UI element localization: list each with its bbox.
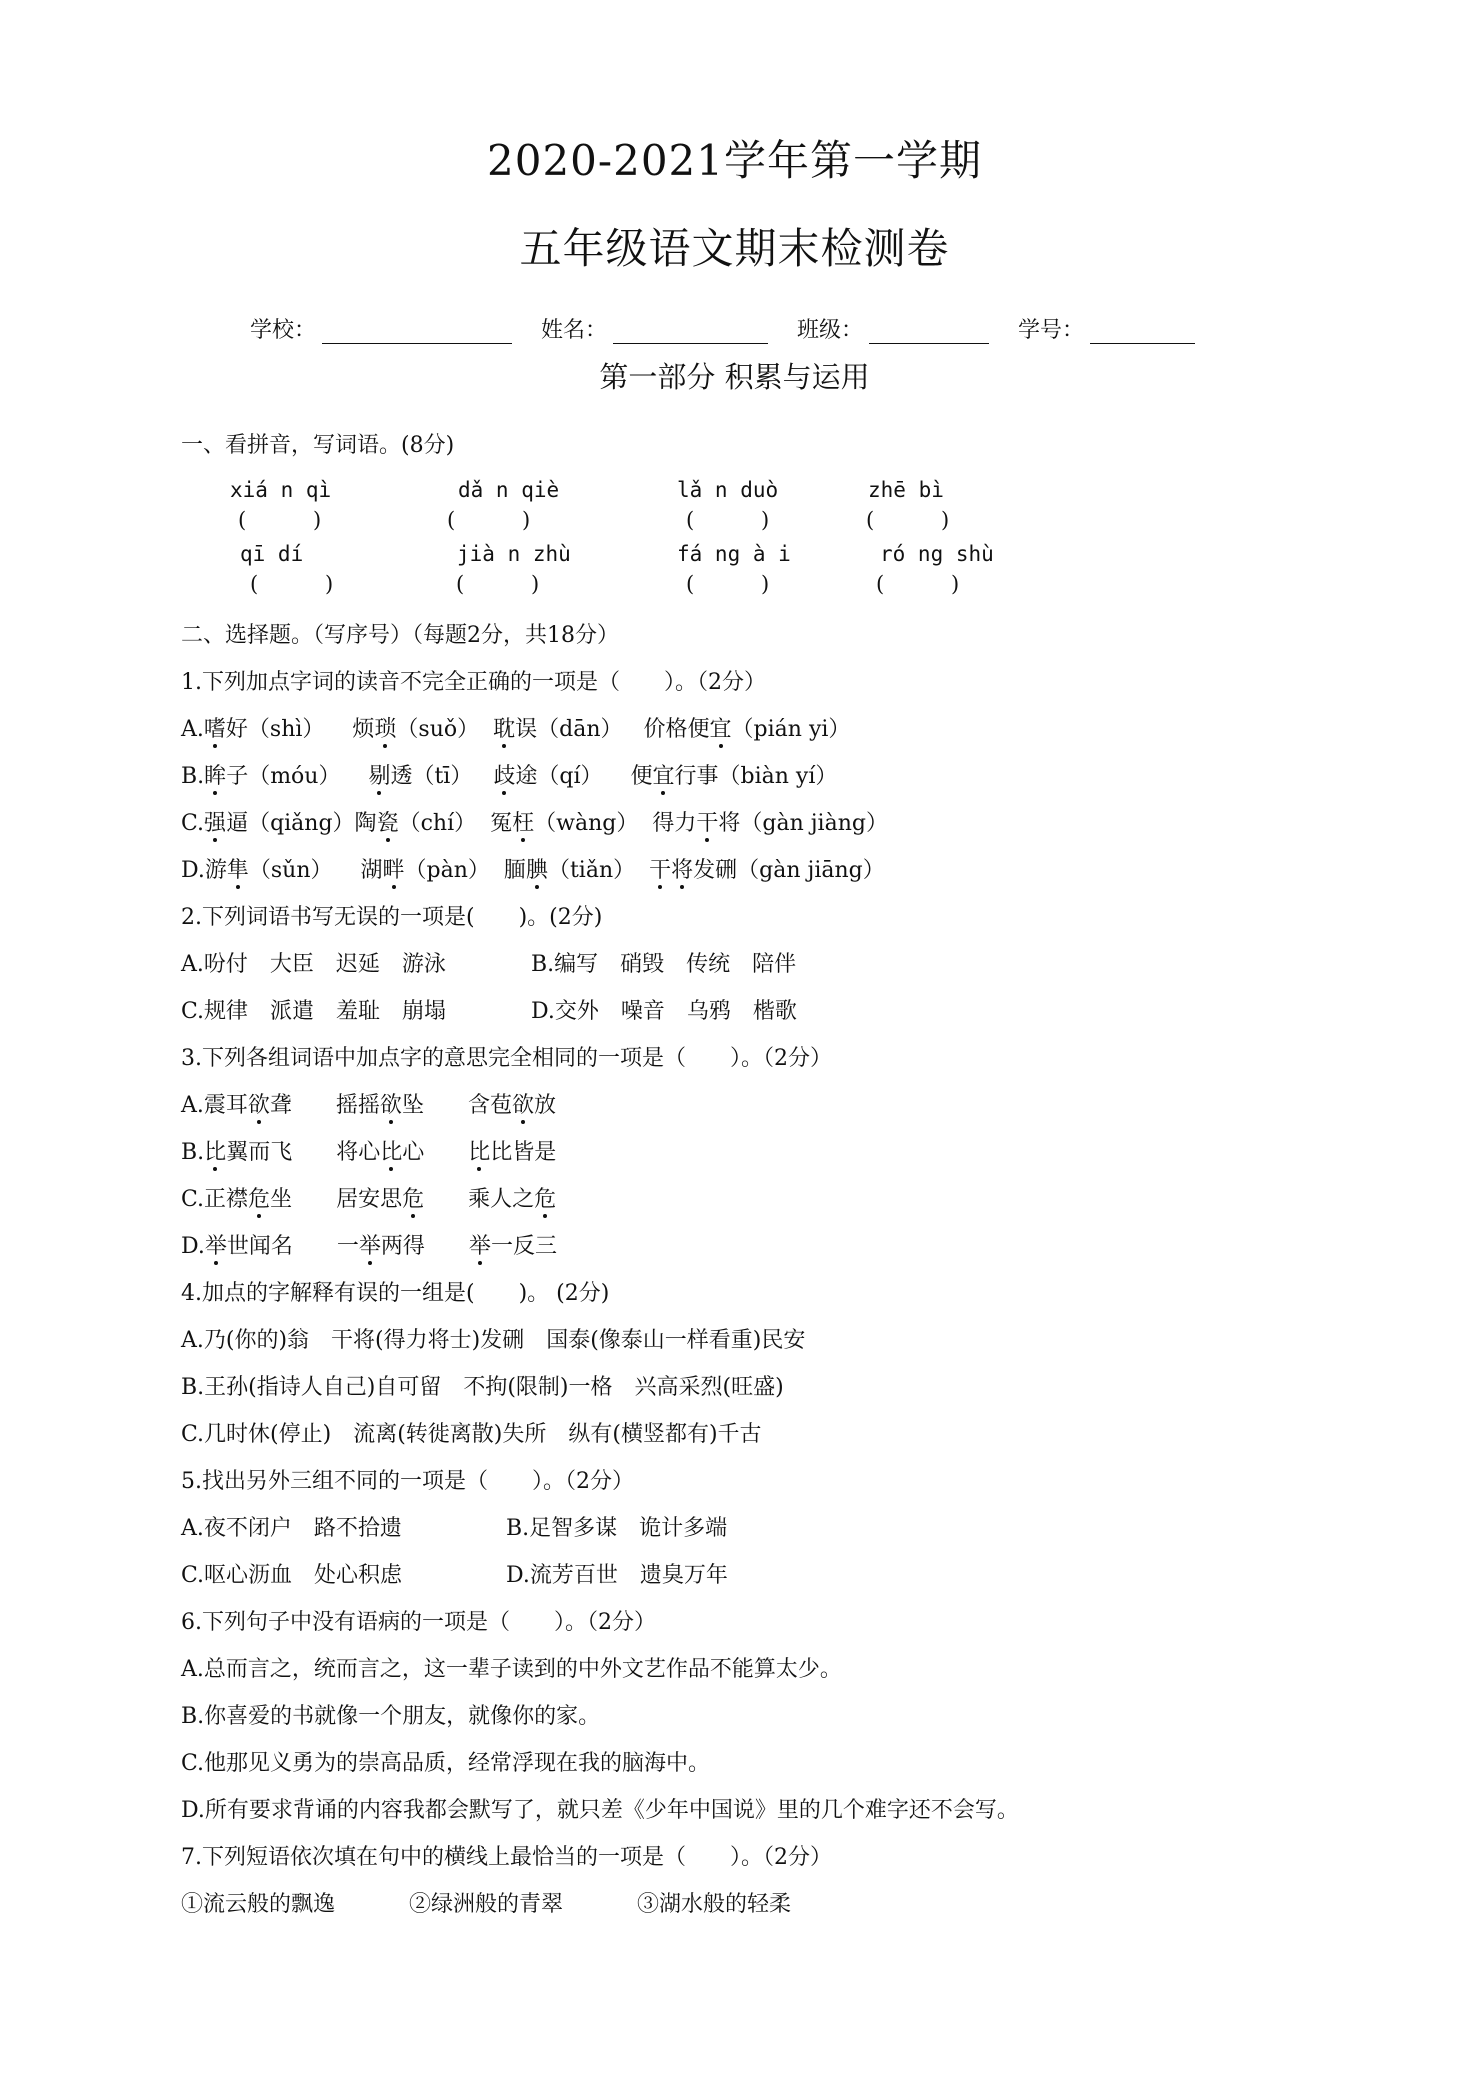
- dotted-char: 危: [248, 1187, 271, 1212]
- section1-heading: 一、看拼音，写词语。(8分): [181, 433, 455, 458]
- option-text: （wàng）: [534, 811, 639, 836]
- option-text: 翼而飞 将心: [226, 1140, 381, 1165]
- option-text: 发硎（gàn jiāng）: [693, 858, 885, 883]
- q4-option-b[interactable]: B.王孙(指诗人自己)自可留 不拘(限制)一格 兴高采烈(旺盛): [181, 1375, 784, 1400]
- option-text: （chí）: [398, 811, 477, 836]
- dotted-char: 举: [358, 1234, 381, 1259]
- question-2: 2.下列词语书写无误的一项是( )。(2分): [181, 905, 603, 930]
- pinyin-8: ró ng shù: [880, 542, 994, 566]
- q1-option-c[interactable]: [181, 806, 888, 837]
- answer-blank-8[interactable]: ( ): [876, 572, 960, 596]
- option-letter: B.: [181, 764, 205, 789]
- q5-option-c[interactable]: C.呕心沥血 处心积虑: [181, 1563, 403, 1588]
- answer-blank-4[interactable]: ( ): [866, 508, 950, 532]
- school-blank[interactable]: [322, 319, 512, 344]
- option-text: 坠 含苞: [401, 1093, 512, 1118]
- exam-title: 五年级语文期末检测卷: [519, 224, 950, 273]
- number-blank[interactable]: [1090, 319, 1195, 344]
- question-1: 1.下列加点字词的读音不完全正确的一项是（ ）。（2分）: [181, 670, 766, 695]
- q5-option-d[interactable]: D.流芳百世 遗臭万年: [506, 1563, 728, 1588]
- dotted-char: 剔: [368, 764, 391, 789]
- question-6: 6.下列句子中没有语病的一项是（ ）。（2分）: [181, 1610, 656, 1635]
- dotted-char: 眸: [204, 764, 227, 789]
- option-text: 冤: [490, 811, 513, 836]
- option-text: 湖: [360, 858, 383, 883]
- section2-heading: 二、选择题。（写序号）（每题2分，共18分）: [181, 623, 619, 648]
- option-text: 坐 居安思: [270, 1187, 403, 1212]
- dotted-char: 比: [380, 1140, 403, 1165]
- option-text: 游: [204, 858, 227, 883]
- answer-blank-2[interactable]: ( ): [447, 508, 531, 532]
- name-label: 姓名：: [541, 318, 608, 343]
- option-text: （tiǎn）: [547, 858, 636, 883]
- pinyin-7: fá ng à i: [677, 542, 791, 566]
- dotted-char: 耽: [493, 717, 516, 742]
- pinyin-2: dǎ n qiè: [458, 478, 560, 502]
- option-text: 误（dān）: [515, 717, 623, 742]
- dotted-char: 畔: [382, 858, 405, 883]
- q3-option-c[interactable]: [181, 1182, 556, 1213]
- dotted-char: 危: [534, 1187, 557, 1212]
- q2-options-ab: [181, 947, 796, 978]
- pinyin-1: xiá n qì: [230, 478, 332, 502]
- option-text: 心: [402, 1140, 469, 1165]
- q5-options-cd: [181, 1558, 728, 1589]
- answer-blank-3[interactable]: ( ): [686, 508, 770, 532]
- dotted-char: 嗜: [203, 717, 226, 742]
- q7-phrase-1: ①流云般的飘逸: [181, 1892, 336, 1917]
- student-info-row: [250, 313, 1195, 344]
- q3-option-d[interactable]: [181, 1229, 557, 1260]
- dotted-char: 欲: [379, 1093, 402, 1118]
- option-text: （suǒ）: [396, 717, 480, 742]
- answer-blank-5[interactable]: ( ): [250, 572, 334, 596]
- q5-option-a[interactable]: A.夜不闭户 路不拾遗: [181, 1516, 402, 1541]
- answer-blank-1[interactable]: ( ): [238, 508, 322, 532]
- pinyin-5: qī dí: [240, 542, 304, 566]
- option-text: D.: [181, 1234, 205, 1259]
- option-text: 逼（qiǎng）陶: [226, 811, 377, 836]
- q1-option-b[interactable]: [181, 759, 837, 790]
- number-label: 学号：: [1018, 318, 1085, 343]
- pinyin-3: lǎ n duò: [677, 478, 779, 502]
- q7-phrases: [181, 1887, 791, 1918]
- dotted-char: 琐: [374, 717, 397, 742]
- class-blank[interactable]: [869, 319, 989, 344]
- q6-option-b[interactable]: B.你喜爱的书就像一个朋友，就像你的家。: [181, 1704, 601, 1729]
- option-text: 好（shì）: [225, 717, 325, 742]
- dotted-char: 欲: [511, 1093, 534, 1118]
- dotted-char: 宜: [709, 717, 732, 742]
- q2-options-cd: [181, 994, 797, 1025]
- dotted-char: 比: [204, 1140, 227, 1165]
- q1-option-a[interactable]: [181, 712, 850, 743]
- dotted-char: 将: [671, 858, 694, 883]
- q5-option-b[interactable]: B.足智多谋 诡计多端: [506, 1516, 728, 1541]
- q6-option-a[interactable]: A.总而言之，统而言之，这一辈子读到的中外文艺作品不能算太少。: [181, 1657, 842, 1682]
- dotted-char: 隼: [226, 858, 249, 883]
- option-text: 烦: [352, 717, 375, 742]
- name-blank[interactable]: [613, 319, 768, 344]
- question-7: 7.下列短语依次填在句中的横线上最恰当的一项是（ ）。（2分）: [181, 1845, 832, 1870]
- dotted-char: 比: [468, 1140, 491, 1165]
- pinyin-6: jià n zhù: [457, 542, 571, 566]
- dotted-char: 欲: [247, 1093, 270, 1118]
- option-text: 价格便: [643, 717, 710, 742]
- question-3: 3.下列各组词语中加点字的意思完全相同的一项是（ ）。（2分）: [181, 1046, 832, 1071]
- option-letter: C.: [181, 811, 205, 836]
- option-text: 腼: [503, 858, 526, 883]
- option-text: 行事（biàn yí）: [674, 764, 838, 789]
- q2-option-a[interactable]: A.吩付 大臣 迟延 游泳: [181, 952, 446, 977]
- option-text: 得力: [652, 811, 697, 836]
- answer-blank-6[interactable]: ( ): [456, 572, 540, 596]
- option-text: 子（móu）: [226, 764, 341, 789]
- option-text: （pián yi）: [731, 717, 851, 742]
- option-text: B.: [181, 1140, 205, 1165]
- q4-option-c[interactable]: C.几时休(停止) 流离(转徙离散)失所 纵有(横竖都有)千古: [181, 1422, 762, 1447]
- pinyin-4: zhē bì: [868, 478, 944, 502]
- q3-option-a[interactable]: [181, 1088, 556, 1119]
- dotted-char: 强: [204, 811, 227, 836]
- answer-blank-7[interactable]: ( ): [686, 572, 770, 596]
- option-letter: A.: [181, 717, 204, 742]
- dotted-char: 干: [649, 858, 672, 883]
- q2-option-b[interactable]: B.编写 硝毁 传统 陪伴: [531, 952, 797, 977]
- option-text: 两得: [380, 1234, 469, 1259]
- q6-option-c[interactable]: C.他那见义勇为的崇高品质，经常浮现在我的脑海中。: [181, 1751, 711, 1776]
- option-text: 便: [630, 764, 653, 789]
- option-text: 透（tī）: [390, 764, 473, 789]
- option-text: 乘人之: [424, 1187, 535, 1212]
- q2-option-c[interactable]: C.规律 派遣 羞耻 崩塌: [181, 999, 447, 1024]
- dotted-char: 宜: [652, 764, 675, 789]
- option-text: 世闻名 一: [226, 1234, 359, 1259]
- part-one-heading: 第一部分 积累与运用: [599, 360, 870, 394]
- q6-option-d[interactable]: D.所有要求背诵的内容我都会默写了，就只差《少年中国说》里的几个难字还不会写。: [181, 1798, 1019, 1823]
- dotted-char: 危: [402, 1187, 425, 1212]
- option-text: 聋 摇摇: [269, 1093, 380, 1118]
- q2-option-d[interactable]: D.交外 噪音 乌鸦 楷歌: [531, 999, 797, 1024]
- option-text: （pàn）: [404, 858, 490, 883]
- dotted-char: 举: [468, 1234, 491, 1259]
- dotted-char: 瓷: [376, 811, 399, 836]
- option-text: 比皆是: [490, 1140, 557, 1165]
- dotted-char: 枉: [512, 811, 535, 836]
- q1-option-d[interactable]: [181, 853, 885, 884]
- question-5: 5.找出另外三组不同的一项是（ ）。（2分）: [181, 1469, 634, 1494]
- q3-option-b[interactable]: [181, 1135, 556, 1166]
- option-text: C.正襟: [181, 1187, 249, 1212]
- dotted-char: 腆: [525, 858, 548, 883]
- q5-options-ab: [181, 1511, 727, 1542]
- dotted-char: 干: [696, 811, 719, 836]
- option-text: （sǔn）: [248, 858, 333, 883]
- dotted-char: 歧: [493, 764, 516, 789]
- school-label: 学校：: [250, 318, 317, 343]
- option-text: 一反三: [490, 1234, 557, 1259]
- option-letter: D.: [181, 858, 205, 883]
- option-text: 途（qí）: [515, 764, 603, 789]
- q7-phrase-3: ③湖水般的轻柔: [637, 1892, 792, 1917]
- q7-phrase-2: ②绿洲般的青翠: [409, 1892, 564, 1917]
- class-label: 班级：: [797, 318, 864, 343]
- dotted-char: 举: [204, 1234, 227, 1259]
- q4-option-a[interactable]: A.乃(你的)翁 干将(得力将士)发硎 国泰(像泰山一样看重)民安: [181, 1328, 806, 1353]
- option-text: A.震耳: [181, 1093, 248, 1118]
- option-text: 放: [533, 1093, 556, 1118]
- option-text: 将（gàn jiàng）: [718, 811, 888, 836]
- exam-term-title: 2020-2021学年第一学期: [487, 136, 982, 185]
- question-4: 4.加点的字解释有误的一组是( )。 (2分): [181, 1281, 610, 1306]
